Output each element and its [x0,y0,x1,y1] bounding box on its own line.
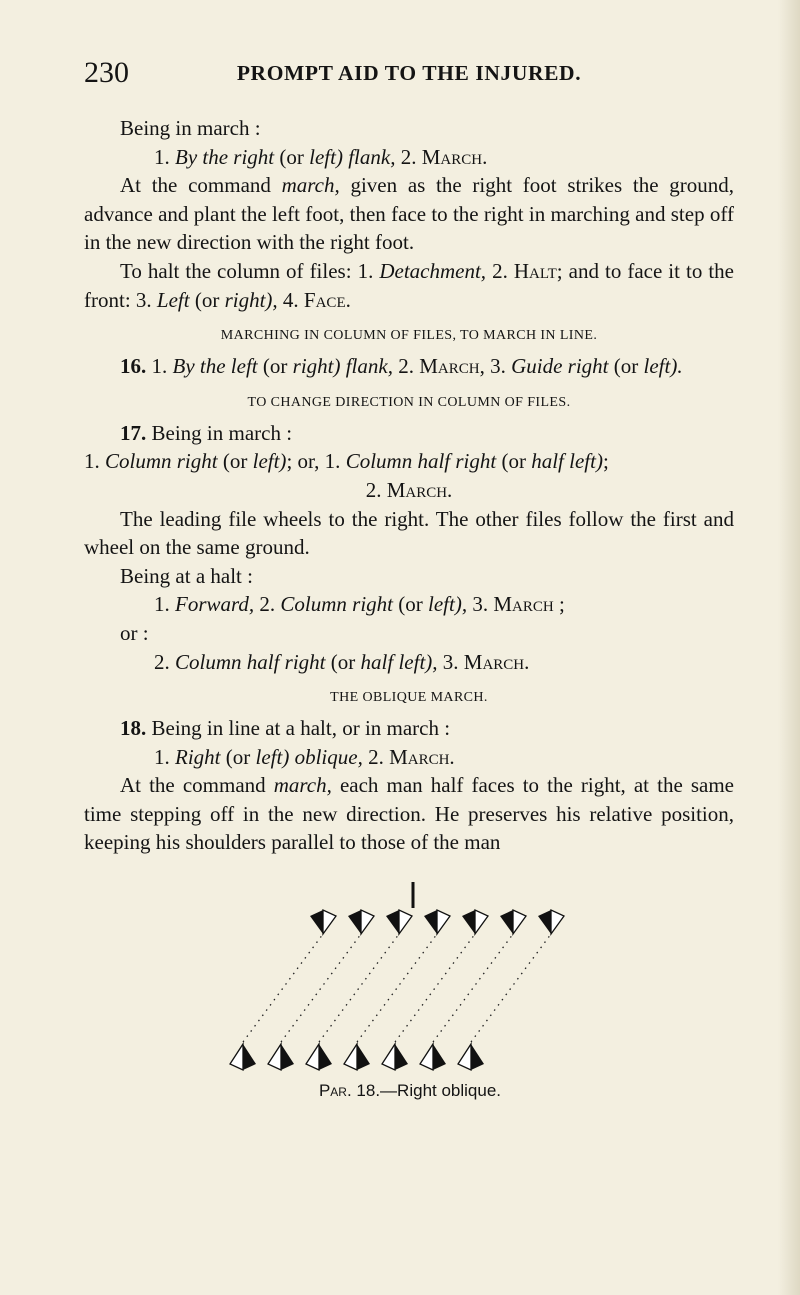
paragraph: Being in march : [120,116,261,140]
soldier-bottom-light [230,1044,243,1070]
soldier-bottom-light [382,1044,395,1070]
soldier-top-light [361,910,374,934]
soldier-top-dark [310,910,323,934]
soldier-top-light [323,910,336,934]
page-header [84,56,734,92]
command-line: 2. March. [365,477,453,502]
paragraph: At the command march, given as the right foot strikes the ground, advance and plant the left foot, then face to the right in marching and step off in the new direction with the right foot. [84,173,734,255]
soldier-top-light [513,910,526,934]
soldier-top-dark [500,910,513,934]
soldier-top-light [437,910,450,934]
page-number: 230 [84,56,129,89]
paragraph: To halt the column of files: 1. Detachment, 2. Halt; and to face it to the front: 3. Left (or right), 4. Face. [84,258,734,312]
soldier-top-dark [462,910,475,934]
oblique-path-line [395,934,475,1042]
soldier-top-dark [386,910,399,934]
oblique-march-figure [200,876,620,1096]
soldier-bottom-light [344,1044,357,1070]
soldier-bottom-dark [319,1044,332,1070]
running-title: PROMPT AID TO THE INJURED. [236,61,582,85]
section-heading: TO CHANGE DIRECTION IN COLUMN OF FILES. [247,394,571,410]
soldier-top-dark [538,910,551,934]
paragraph: 18. Being in line at a halt, or in march : [120,716,451,741]
paragraph: 16. 1. By the left (or right) flank, 2. March, 3. Guide right (or left). [120,354,683,379]
command-line: 1. Forward, 2. Column right (or left), 3. March ; [154,592,565,617]
oblique-path-line [281,934,361,1042]
oblique-diagram [200,876,620,1086]
paragraph: The leading file wheels to the right. The other files follow the first and wheel on the same ground. [84,506,734,560]
soldier-bottom-light [420,1044,433,1070]
paragraph: Being at a halt : [120,563,253,588]
soldier-bottom-dark [395,1044,408,1070]
soldier-bottom-light [306,1044,319,1070]
soldier-bottom-dark [243,1044,256,1070]
soldier-top-light [475,910,488,934]
command-line: 2. Column half right (or half left), 3. March. [154,649,530,674]
soldier-bottom-dark [433,1044,446,1070]
soldier-top-dark [348,910,361,934]
oblique-path-line [319,934,399,1042]
soldier-bottom-dark [471,1044,484,1070]
soldier-bottom-dark [281,1044,294,1070]
command-line: 1. Right (or left) oblique, 2. March. [154,744,455,769]
oblique-path-line [433,934,513,1042]
soldier-top-light [399,910,412,934]
command-line: 1. Column right (or left); or, 1. Column half right (or half left); [84,449,609,474]
paragraph: 17. Being in march : [120,420,293,445]
oblique-path-line [471,934,551,1042]
paragraph: At the command march, each man half faces to the right, at the same time stepping off in the new direction. He preserves his relative position, keeping his shoulders parallel to those of the man [84,773,734,855]
soldier-bottom-light [458,1044,471,1070]
oblique-path-line [357,934,437,1042]
section-heading: THE OBLIQUE MARCH. [330,690,488,706]
figure-caption: Par. 18.—Right oblique. [318,1081,502,1100]
section-heading: MARCHING IN COLUMN OF FILES, TO MARCH IN LINE. [220,328,598,344]
oblique-path-line [243,934,323,1042]
paragraph: or : [120,620,149,645]
soldier-bottom-light [268,1044,281,1070]
command-line: 1. By the right (or left) flank, 2. March. [154,144,488,169]
soldier-top-dark [424,910,437,934]
body-text [84,114,734,857]
soldier-bottom-dark [357,1044,370,1070]
soldier-top-light [551,910,564,934]
page-edge-shadow [778,0,800,1295]
